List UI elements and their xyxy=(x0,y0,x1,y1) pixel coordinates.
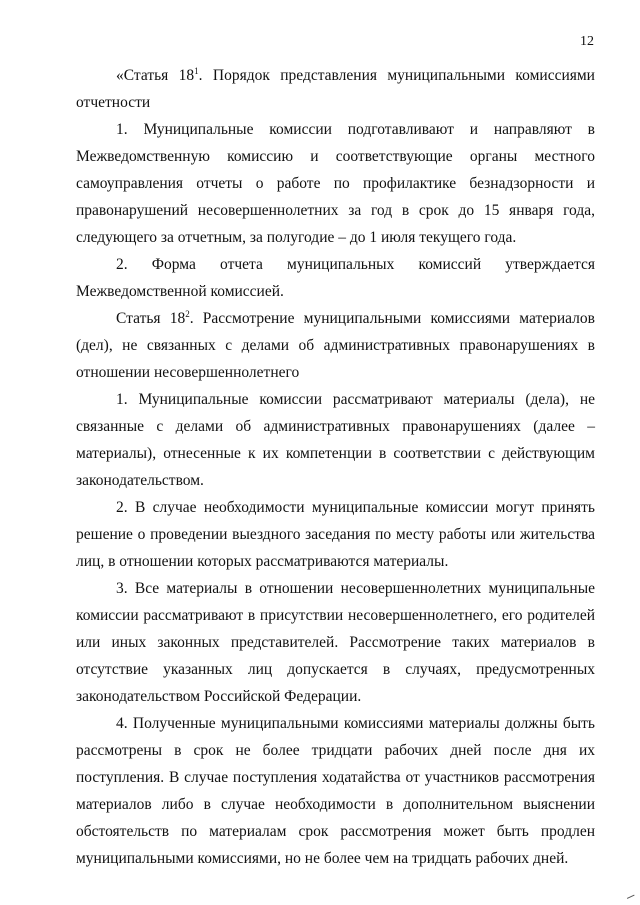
scan-corner-mark xyxy=(627,895,637,905)
article-18-1-title: . Порядок представления муниципальными комиссиями отчетности xyxy=(76,67,595,111)
article-18-2-heading xyxy=(76,305,595,386)
article-18-2-prefix: Статья 18 xyxy=(116,310,186,327)
article-18-2-paragraph-1: 1. Муниципальные комиссии рассматривают материалы (дела), не связанные с делами об административных правонарушениях (далее – материалы), отнесенные к их компетенции в соответствии с действующим законодательством. xyxy=(76,391,595,489)
article-18-1-paragraph-1: 1. Муниципальные комиссии подготавливают и направляют в Межведомственную комиссию и соответствующие органы местного самоуправления отчеты о работе по профилактике безнадзорности и правонарушений несовершеннолетних за год в срок до 15 января года, следующего за отчетным, за полугодие – до 1 июля текущего года. xyxy=(76,121,595,246)
article-18-2-paragraph-4: 4. Полученные муниципальными комиссиями материалы должны быть рассмотрены в срок не более тридцати рабочих дней после дня их поступления. В случае поступления ходатайства от участников рассмотрения материалов либо в случае необходимости в дополнительном выяснении обстоятельств по материалам срок рассмотрения может быть продлен муниципальными комиссиями, но не более чем на тридцать рабочих дней. xyxy=(76,715,595,867)
article-18-2-title: . Рассмотрение муниципальными комиссиями материалов (дел), не связанных с делами об административных правонарушениях в отношении несовершеннолетнего xyxy=(76,310,595,381)
article-18-1-paragraph-2: 2. Форма отчета муниципальных комиссий утверждается Межведомственной комиссией. xyxy=(76,256,595,300)
article-18-1-heading xyxy=(76,62,595,116)
article-18-1-prefix: «Статья 18 xyxy=(116,67,195,84)
article-18-1-superscript: 1 xyxy=(194,66,199,76)
page-number: 12 xyxy=(580,34,594,49)
article-18-2-superscript: 2 xyxy=(185,309,190,319)
document-body xyxy=(76,62,595,872)
article-18-2-paragraph-3: 3. Все материалы в отношении несовершеннолетних муниципальные комиссии рассматривают в присутствии несовершеннолетнего, его родителей или иных законных представителей. Рассмотрение таких материалов в отсутствие указанных лиц допускается в случаях, предусмотренных законодательством Российской Федерации. xyxy=(76,580,595,705)
article-18-2-paragraph-2: 2. В случае необходимости муниципальные комиссии могут принять решение о проведении выездного заседания по месту работы или жительства лиц, в отношении которых рассматриваются материалы. xyxy=(76,499,595,570)
